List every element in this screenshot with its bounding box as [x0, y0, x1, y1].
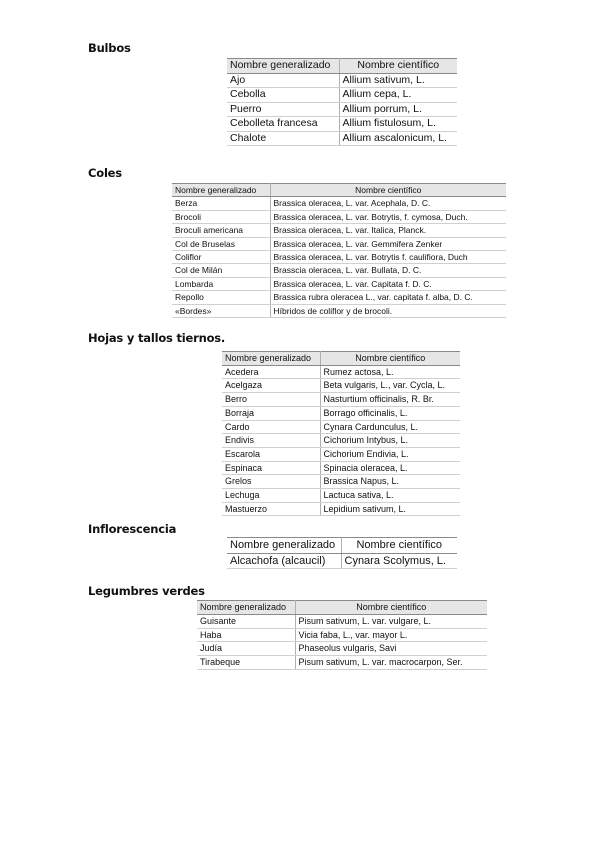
scientific-name-cell: Lepidium sativum, L.: [320, 502, 460, 516]
table-row: [222, 461, 460, 475]
common-name-cell: Espinaca: [222, 461, 320, 475]
scientific-name-cell: Allium sativum, L.: [339, 73, 457, 88]
scientific-name-cell: Brassica Napus, L.: [320, 475, 460, 489]
table-row: [227, 102, 457, 117]
common-name-cell: Borraja: [222, 406, 320, 420]
table-row: [227, 131, 457, 146]
common-name-cell: Cebolleta francesa: [227, 117, 339, 132]
header-nombre-generalizado: Nombre generalizado: [197, 601, 295, 615]
table-row: [172, 237, 506, 250]
scientific-name-cell: Brassica oleracea, L. var. Acephala, D. C.: [270, 197, 506, 210]
table-row: [172, 197, 506, 210]
scientific-name-cell: Brassica oleracea, L. var. Gemmifera Zenker: [270, 237, 506, 250]
common-name-cell: Judía: [197, 642, 295, 656]
header-nombre-generalizado: Nombre generalizado: [227, 538, 341, 554]
scientific-name-cell: Pisum sativum, L. var. vulgare, L.: [295, 614, 487, 628]
scientific-name-cell: Vicia faba, L., var. mayor L.: [295, 628, 487, 642]
common-name-cell: Col de Bruselas: [172, 237, 270, 250]
scientific-name-cell: Brassica oleracea, L. var. Capitata f. D. C.: [270, 277, 506, 290]
scientific-name-cell: Rumez actosa, L.: [320, 365, 460, 379]
table-row: [222, 379, 460, 393]
scientific-name-cell: Beta vulgaris, L., var. Cycla, L.: [320, 379, 460, 393]
section-title-legumbres: Legumbres verdes: [88, 584, 205, 598]
common-name-cell: Endivis: [222, 434, 320, 448]
common-name-cell: Puerro: [227, 102, 339, 117]
table-header-row: [227, 59, 457, 74]
common-name-cell: Lombarda: [172, 277, 270, 290]
table-row: [172, 251, 506, 264]
table-row: [222, 447, 460, 461]
table-row: [227, 553, 457, 569]
scientific-name-cell: Allium porrum, L.: [339, 102, 457, 117]
coles-table: [172, 183, 506, 318]
header-nombre-cientifico: Nombre científico: [270, 184, 506, 197]
inflorescencia-table: [227, 537, 457, 569]
table-header-row: [227, 538, 457, 554]
table-row: [222, 406, 460, 420]
common-name-cell: Berza: [172, 197, 270, 210]
common-name-cell: Berro: [222, 393, 320, 407]
table-header-row: [222, 352, 460, 366]
common-name-cell: Acelgaza: [222, 379, 320, 393]
scientific-name-cell: Pisum sativum, L. var. macrocarpon, Ser.: [295, 656, 487, 670]
header-nombre-cientifico: Nombre científico: [341, 538, 457, 554]
table-row: [172, 304, 506, 317]
table-row: [197, 642, 487, 656]
scientific-name-cell: Nasturtium officinalis, R. Br.: [320, 393, 460, 407]
header-nombre-generalizado: Nombre generalizado: [227, 59, 339, 74]
table-row: [172, 264, 506, 277]
table-row: [172, 210, 506, 223]
bulbos-table: [227, 58, 457, 146]
scientific-name-cell: Brassica oleracea, L. var. Italica, Planck.: [270, 224, 506, 237]
table-header-row: [172, 184, 506, 197]
table-row: [197, 614, 487, 628]
scientific-name-cell: Brassica rubra oleracea L., var. capitata f. alba, D. C.: [270, 291, 506, 304]
scientific-name-cell: Cynara Scolymus, L.: [341, 553, 457, 569]
common-name-cell: Lechuga: [222, 489, 320, 503]
table-row: [197, 628, 487, 642]
section-title-coles: Coles: [88, 166, 122, 180]
scientific-name-cell: Allium ascalonicum, L.: [339, 131, 457, 146]
legumbres-table: [197, 600, 487, 670]
table-row: [222, 434, 460, 448]
table-row: [222, 489, 460, 503]
common-name-cell: Grelos: [222, 475, 320, 489]
table-row: [222, 365, 460, 379]
scientific-name-cell: Híbridos de coliflor y de brocoli.: [270, 304, 506, 317]
common-name-cell: Coliflor: [172, 251, 270, 264]
header-nombre-cientifico: Nombre científico: [320, 352, 460, 366]
common-name-cell: «Bordes»: [172, 304, 270, 317]
common-name-cell: Haba: [197, 628, 295, 642]
header-nombre-cientifico: Nombre científico: [295, 601, 487, 615]
table-row: [172, 277, 506, 290]
common-name-cell: Repollo: [172, 291, 270, 304]
table-row: [227, 117, 457, 132]
table-row: [222, 420, 460, 434]
common-name-cell: Brocoli: [172, 210, 270, 223]
header-nombre-generalizado: Nombre generalizado: [172, 184, 270, 197]
common-name-cell: Cebolla: [227, 88, 339, 103]
scientific-name-cell: Brassica oleracea, L. var. Botrytis, f. cymosa, Duch.: [270, 210, 506, 223]
section-title-hojas: Hojas y tallos tiernos.: [88, 331, 226, 345]
scientific-name-cell: Spinacia oleracea, L.: [320, 461, 460, 475]
table-row: [227, 88, 457, 103]
section-title-inflorescencia: Inflorescencia: [88, 522, 177, 536]
scientific-name-cell: Allium cepa, L.: [339, 88, 457, 103]
header-nombre-cientifico: Nombre científico: [339, 59, 457, 74]
section-title-bulbos: Bulbos: [88, 41, 131, 55]
table-row: [172, 224, 506, 237]
scientific-name-cell: Brassica oleracea, L. var. Botrytis f. caulifiora, Duch: [270, 251, 506, 264]
common-name-cell: Ajo: [227, 73, 339, 88]
scientific-name-cell: Cynara Cardunculus, L.: [320, 420, 460, 434]
hojas-table: [222, 351, 460, 516]
scientific-name-cell: Cichorium Endivia, L.: [320, 447, 460, 461]
common-name-cell: Col de Milán: [172, 264, 270, 277]
table-row: [222, 502, 460, 516]
scientific-name-cell: Borrago officinalis, L.: [320, 406, 460, 420]
scientific-name-cell: Lactuca sativa, L.: [320, 489, 460, 503]
table-row: [222, 393, 460, 407]
common-name-cell: Cardo: [222, 420, 320, 434]
common-name-cell: Tirabeque: [197, 656, 295, 670]
scientific-name-cell: Cichorium Intybus, L.: [320, 434, 460, 448]
table-row: [222, 475, 460, 489]
common-name-cell: Alcachofa (alcaucil): [227, 553, 341, 569]
common-name-cell: Escarola: [222, 447, 320, 461]
common-name-cell: Mastuerzo: [222, 502, 320, 516]
table-row: [227, 73, 457, 88]
common-name-cell: Broculi americana: [172, 224, 270, 237]
common-name-cell: Guisante: [197, 614, 295, 628]
table-header-row: [197, 601, 487, 615]
common-name-cell: Acedera: [222, 365, 320, 379]
table-row: [197, 656, 487, 670]
scientific-name-cell: Phaseolus vulgaris, Savi: [295, 642, 487, 656]
table-row: [172, 291, 506, 304]
common-name-cell: Chalote: [227, 131, 339, 146]
scientific-name-cell: Brasscia oleracea, L. var. Bullata, D. C.: [270, 264, 506, 277]
header-nombre-generalizado: Nombre generalizado: [222, 352, 320, 366]
scientific-name-cell: Allium fistulosum, L.: [339, 117, 457, 132]
